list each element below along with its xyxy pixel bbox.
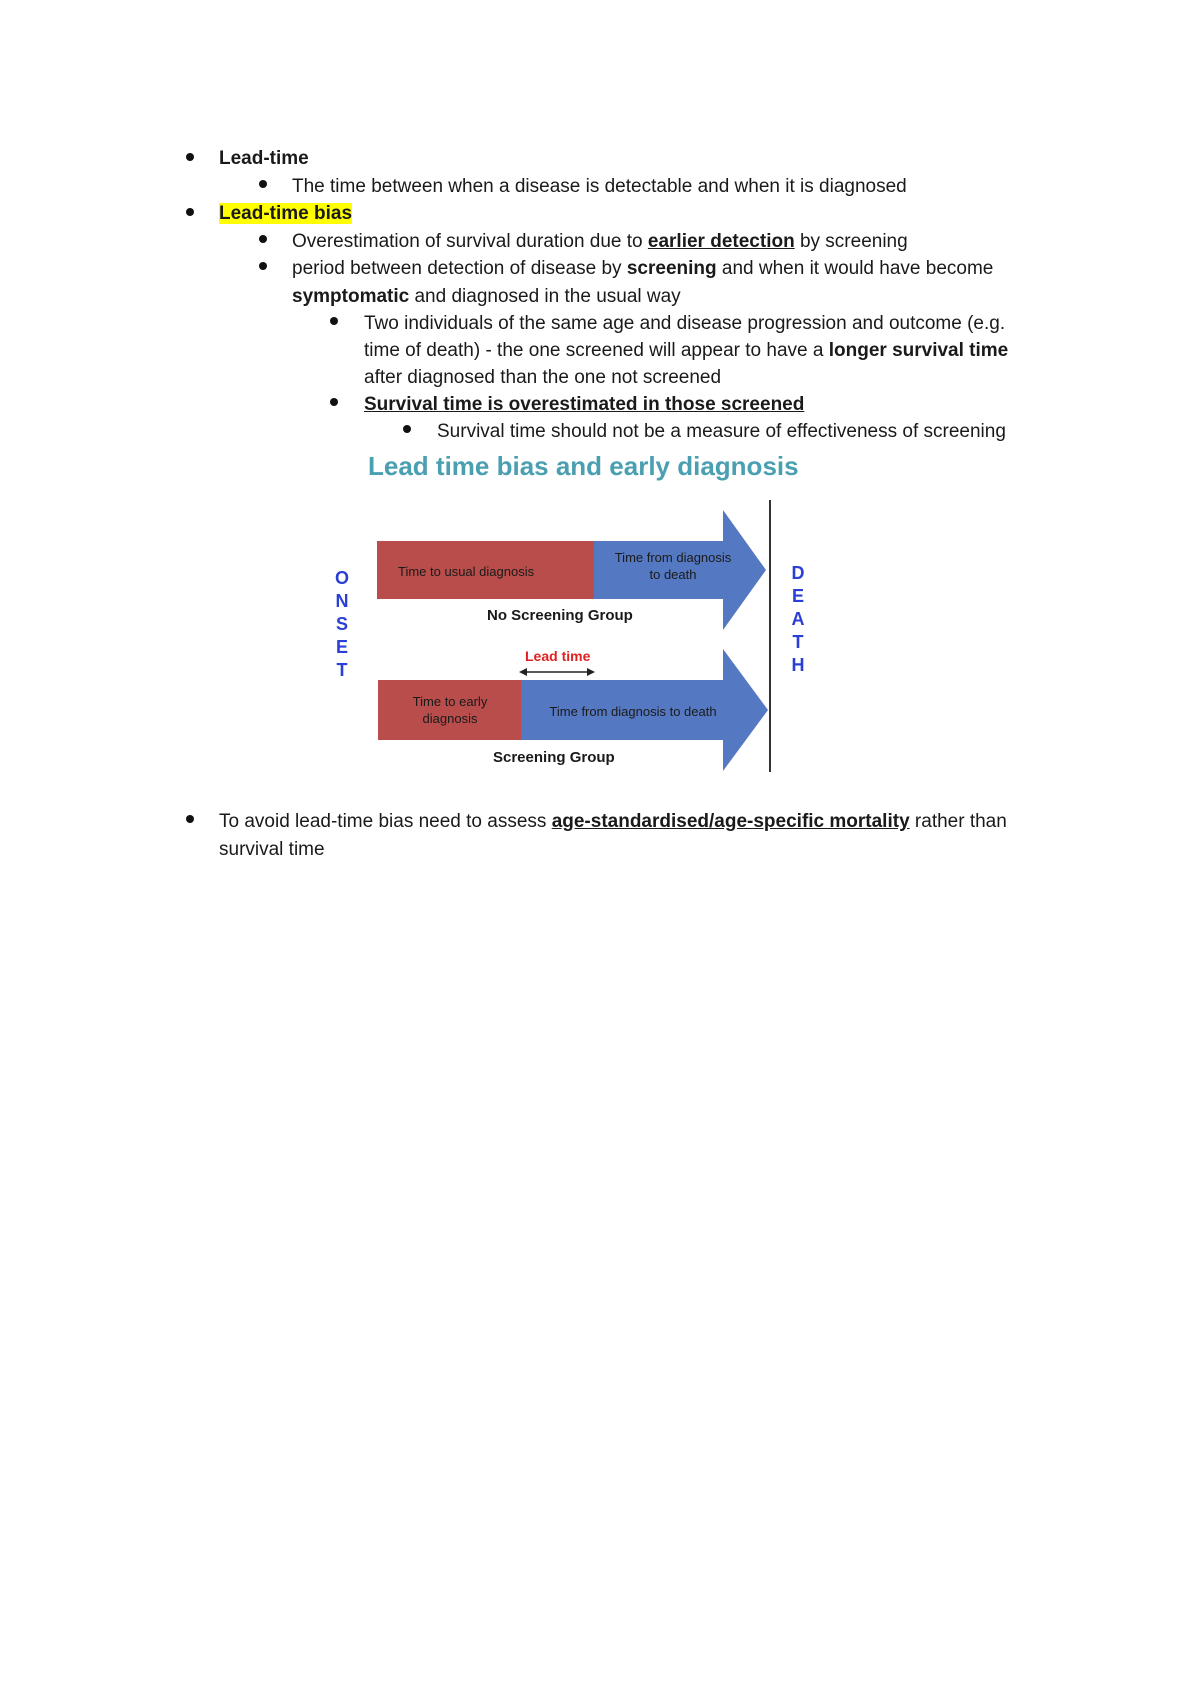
onset-letter: N [335, 591, 349, 611]
text: and when it would have become [716, 258, 994, 279]
lead-time-term: Lead-time [219, 148, 309, 169]
sub-sub-point-effectiveness: Survival time should not be a measure of effectiveness of screening [437, 421, 1006, 442]
sub-point-two-individuals-line3: after diagnosed than the one not screened [364, 367, 722, 388]
screening-group-label: Screening Group [493, 749, 615, 766]
no-screening-blue-label-2: to death [649, 567, 697, 582]
onset-label [335, 568, 349, 680]
no-screening-blue-label-1: Time from diagnosis [614, 550, 732, 565]
death-label [792, 563, 805, 675]
bullet-icon [259, 262, 267, 270]
text: To avoid lead-time bias need to assess [219, 811, 552, 832]
figure-title: Lead time bias and early diagnosis [368, 451, 799, 481]
screening-red-label-2: diagnosis [422, 711, 478, 726]
text: rather than [909, 811, 1007, 832]
death-letter: E [791, 586, 805, 606]
text: by screening [794, 231, 908, 252]
lead-time-definition: The time between when a disease is detectable and when it is diagnosed [292, 176, 907, 197]
sub-point-survival-overestimated: Survival time is overestimated in those screened [364, 394, 805, 415]
death-letter: T [792, 632, 804, 652]
no-screening-red-label: Time to usual diagnosis [398, 564, 535, 579]
lead-time-bias-diagram [310, 446, 855, 780]
screening-red-label-1: Time to early [412, 694, 488, 709]
bias-point-period-line1 [292, 255, 993, 282]
emphasis-screening: screening [626, 258, 717, 279]
conclusion-line2: survival time [219, 839, 325, 860]
bullet-icon [186, 208, 194, 216]
no-screening-group-label: No Screening Group [487, 607, 633, 624]
emphasis-longer-survival: longer survival time [828, 340, 1009, 361]
bullet-icon [186, 815, 194, 823]
bullet-icon [259, 180, 267, 188]
onset-letter: O [334, 568, 350, 588]
onset-letter: T [336, 660, 348, 680]
onset-letter: E [335, 637, 349, 657]
bullet-icon [330, 398, 338, 406]
text: period between detection of disease by [292, 258, 627, 279]
screening-blue-label: Time from diagnosis to death [549, 704, 717, 719]
emphasis-earlier-detection: earlier detection [647, 231, 795, 252]
death-letter: A [791, 609, 805, 629]
bias-point-period-line2 [292, 283, 681, 310]
bullet-icon [403, 425, 411, 433]
screening-red-bar [378, 680, 521, 740]
lead-time-arrow-left-head [519, 668, 527, 676]
bullet-icon [259, 235, 267, 243]
sub-point-two-individuals-line2 [364, 337, 1008, 364]
text: Overestimation of survival duration due to [292, 231, 648, 252]
text: and diagnosed in the usual way [409, 286, 681, 307]
sub-point-two-individuals-line1: Two individuals of the same age and disease progression and outcome (e.g. [364, 313, 1006, 334]
death-letter: D [791, 563, 805, 583]
emphasis-age-standardised-mortality: age-standardised/age-specific mortality [551, 811, 910, 832]
lead-time-arrow-right-head [587, 668, 595, 676]
text: time of death) - the one screened will appear to have a [364, 340, 829, 361]
emphasis-symptomatic: symptomatic [292, 286, 410, 307]
death-letter: H [791, 655, 805, 675]
lead-time-label: Lead time [525, 648, 591, 664]
bullet-icon [186, 153, 194, 161]
bias-point-overestimation [292, 228, 908, 255]
onset-letter: S [335, 614, 349, 634]
highlight: Lead-time bias [219, 203, 353, 224]
lead-time-bias-term [219, 200, 352, 227]
conclusion-line1 [219, 808, 1007, 835]
bullet-icon [330, 317, 338, 325]
